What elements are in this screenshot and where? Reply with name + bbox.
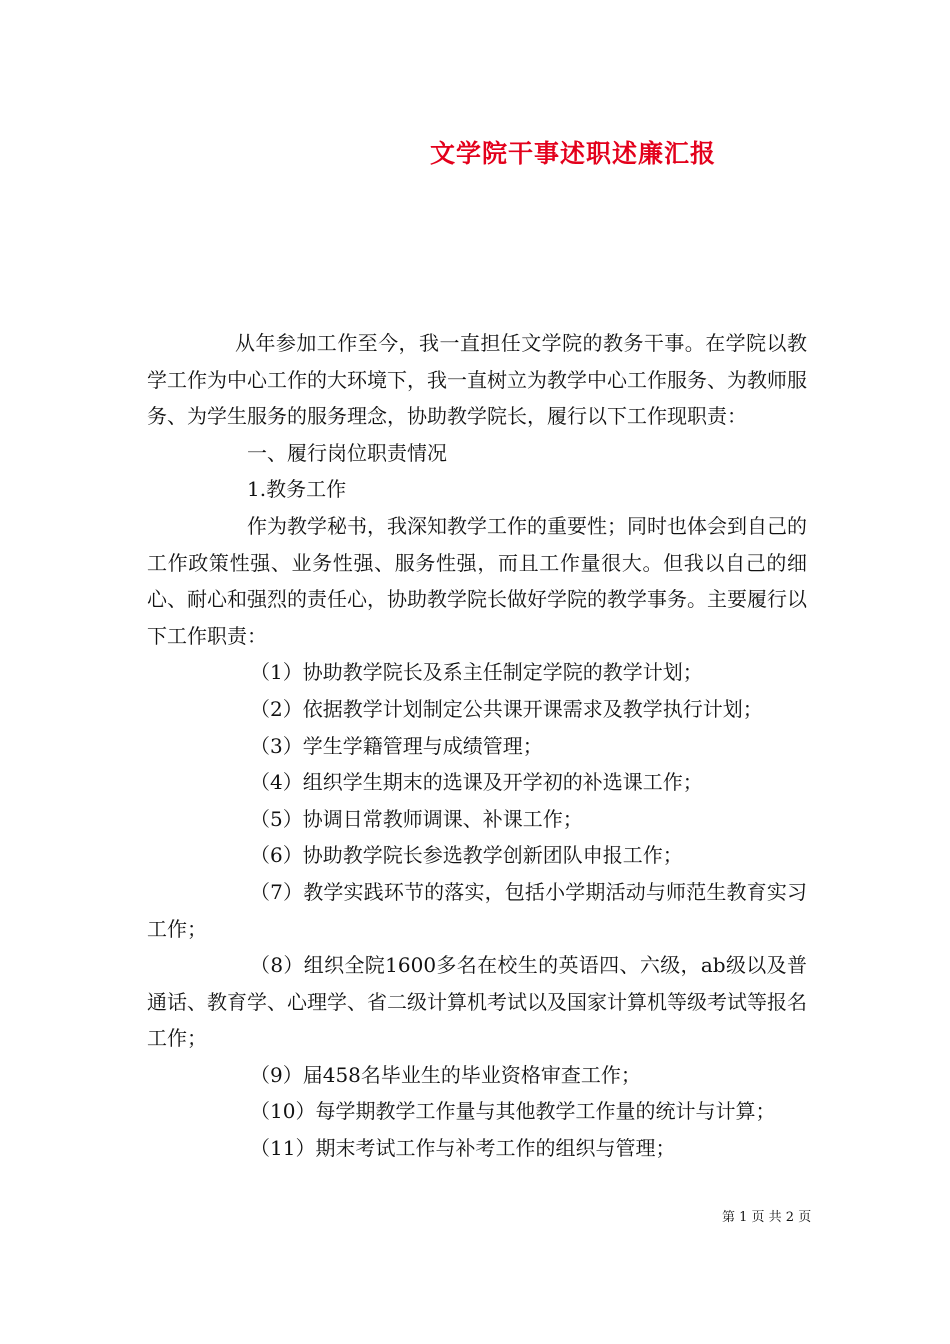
list-item: （9）届458名毕业生的毕业资格审查工作； xyxy=(250,1062,641,1087)
list-item: （10）每学期教学工作量与其他教学工作量的统计与计算； xyxy=(250,1099,776,1124)
section-heading: 一、履行岗位职责情况 xyxy=(247,440,447,465)
list-item: （6）协助教学院长参选教学创新团队申报工作； xyxy=(250,843,683,868)
list-item: （11）期末考试工作与补考工作的组织与管理； xyxy=(250,1136,676,1161)
list-item: （8）组织全院1600多名在校生的英语四、六级，ab级以及普通话、教育学、心理学、省二级计算机考试以及国家计算机等级考试等报名工作； xyxy=(147,953,807,1051)
list-item: （4）组织学生期末的选课及开学初的补选课工作； xyxy=(250,770,703,795)
list-item: （5）协调日常教师调课、补课工作； xyxy=(250,806,583,831)
paragraph-intro: 从年参加工作至今，我一直担任文学院的教务干事。在学院以教学工作为中心工作的大环境下，我一直树立为教学中心工作服务、为教师服务、为学生服务的服务理念，协助教学院长，履行以下工作现职责： xyxy=(147,331,807,429)
list-item: （2）依据教学计划制定公共课开课需求及教学执行计划； xyxy=(250,696,763,721)
page-number: 第 1 页 共 2 页 xyxy=(722,1210,812,1225)
list-item: （1）协助教学院长及系主任制定学院的教学计划； xyxy=(250,660,703,685)
list-item: （7）教学实践环节的落实，包括小学期活动与师范生教育实习工作； xyxy=(147,879,807,941)
paragraph-role: 作为教学秘书，我深知教学工作的重要性；同时也体会到自己的工作政策性强、业务性强、服务性强，而且工作量很大。但我以自己的细心、耐心和强烈的责任心，协助教学院长做好学院的教学事务。主要履行以下工作职责： xyxy=(147,513,807,648)
subsection-heading: 1.教务工作 xyxy=(247,477,347,502)
list-item: （3）学生学籍管理与成绩管理； xyxy=(250,733,543,758)
document-body xyxy=(147,325,807,1167)
document-title: 文学院干事述职述廉汇报 xyxy=(430,139,717,168)
